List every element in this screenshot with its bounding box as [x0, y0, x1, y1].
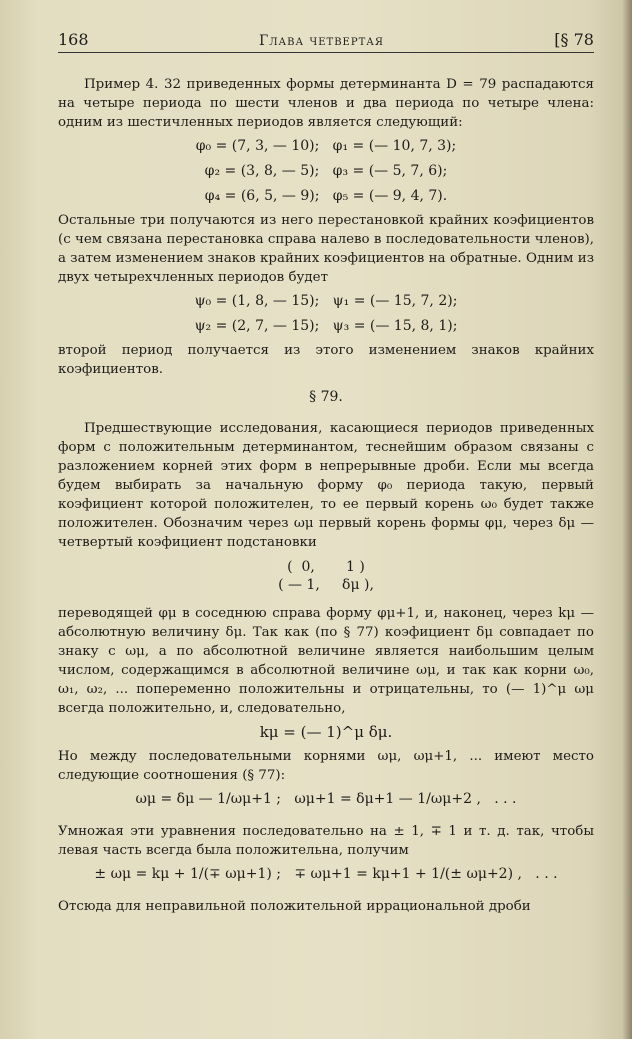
relations-paragraph: Но между последовательными корнями ωμ, ωμ+1, ... имеют место следующие соотношения (§ 77):	[58, 749, 594, 783]
equation-omega: ωμ = δμ — 1/ωμ+1 ; ωμ+1 = δμ+1 — 1/ωμ+2 , . . .	[135, 791, 517, 807]
example-paragraph: Пример 4. 32 приведенных формы детерминанта D = 79 распадаются на четыре периода по шести членов и два периода по четыре члена: одним из шестичленных периодов является следующий:	[58, 77, 594, 130]
page-header	[58, 30, 594, 53]
equation-signed-omega: ± ωμ = kμ + 1/(∓ ωμ+1) ; ∓ ωμ+1 = kμ+1 + 1/(± ωμ+2) , . . .	[94, 866, 558, 882]
chapter-title: Глава четвертая	[258, 33, 384, 49]
equation-k: kμ = (— 1)^μ δμ.	[259, 723, 393, 741]
roots-paragraph: переводящей φμ в соседнюю справа форму φμ+1, и, наконец, через kμ — абсолютную величину δμ. Так как (по § 77) коэфициент δμ совпадает по знаку с ωμ, а по абсолютной величине является наибольшим целым числом, содержащимся в абсолютной величине ωμ, и так как корни ω₀, ω₁, ω₂, ... попеременно положительны и отрицательны, то (— 1)^μ ωμ всегда положительно, и, следовательно,	[58, 606, 594, 716]
closing-paragraph: Отсюда для неправильной положительной иррациональной дроби	[58, 899, 531, 914]
substitution-matrix	[58, 558, 594, 594]
equation-phi-2: φ₂ = (3, 8, — 5); φ₃ = (— 5, 7, 6);	[204, 163, 448, 179]
equation-phi-1: φ₀ = (7, 3, — 10); φ₁ = (— 10, 7, 3);	[195, 138, 457, 154]
section-heading: § 79.	[309, 389, 343, 405]
equation-phi-3: φ₄ = (6, 5, — 9); φ₅ = (— 9, 4, 7).	[204, 188, 448, 204]
matrix-row-2: ( — 1, δμ ),	[278, 577, 374, 593]
equation-psi-2: ψ₂ = (2, 7, — 15); ψ₃ = (— 15, 8, 1);	[194, 318, 458, 334]
multiply-paragraph: Умножая эти уравнения последовательно на ± 1, ∓ 1 и т. д. так, чтобы левая часть всегда была положительна, получим	[58, 824, 594, 858]
continued-fraction-paragraph: Предшествующие исследования, касающиеся периодов приведенных форм с положительным детерминантом, теснейшим образом связаны с разложением корней этих форм в непрерывные дроби. Если мы всегда будем выбирать за начальную форму φ₀ периода такую, первый коэфициент которой положителен, то ее первый корень ω₀ будет также положителен. Обозначим через ωμ первый корень формы φμ, через δμ — четвертый коэфициент подстановки	[58, 421, 594, 550]
page-number: 168	[58, 30, 89, 49]
equation-psi-1: ψ₀ = (1, 8, — 15); ψ₁ = (— 15, 7, 2);	[194, 293, 458, 309]
permutation-paragraph: Остальные три получаются из него перестановкой крайних коэфициентов (с чем связана перестановка справа налево в последовательности членов), а затем изменением знаков крайних коэфициентов на обратные. Одним из двух четырехчленных периодов будет	[58, 213, 594, 285]
matrix-row-1: ( 0, 1 )	[287, 559, 365, 575]
section-ref: [§ 78	[554, 30, 594, 49]
second-period-paragraph: второй период получается из этого изменением знаков крайних коэфициентов.	[58, 343, 594, 377]
